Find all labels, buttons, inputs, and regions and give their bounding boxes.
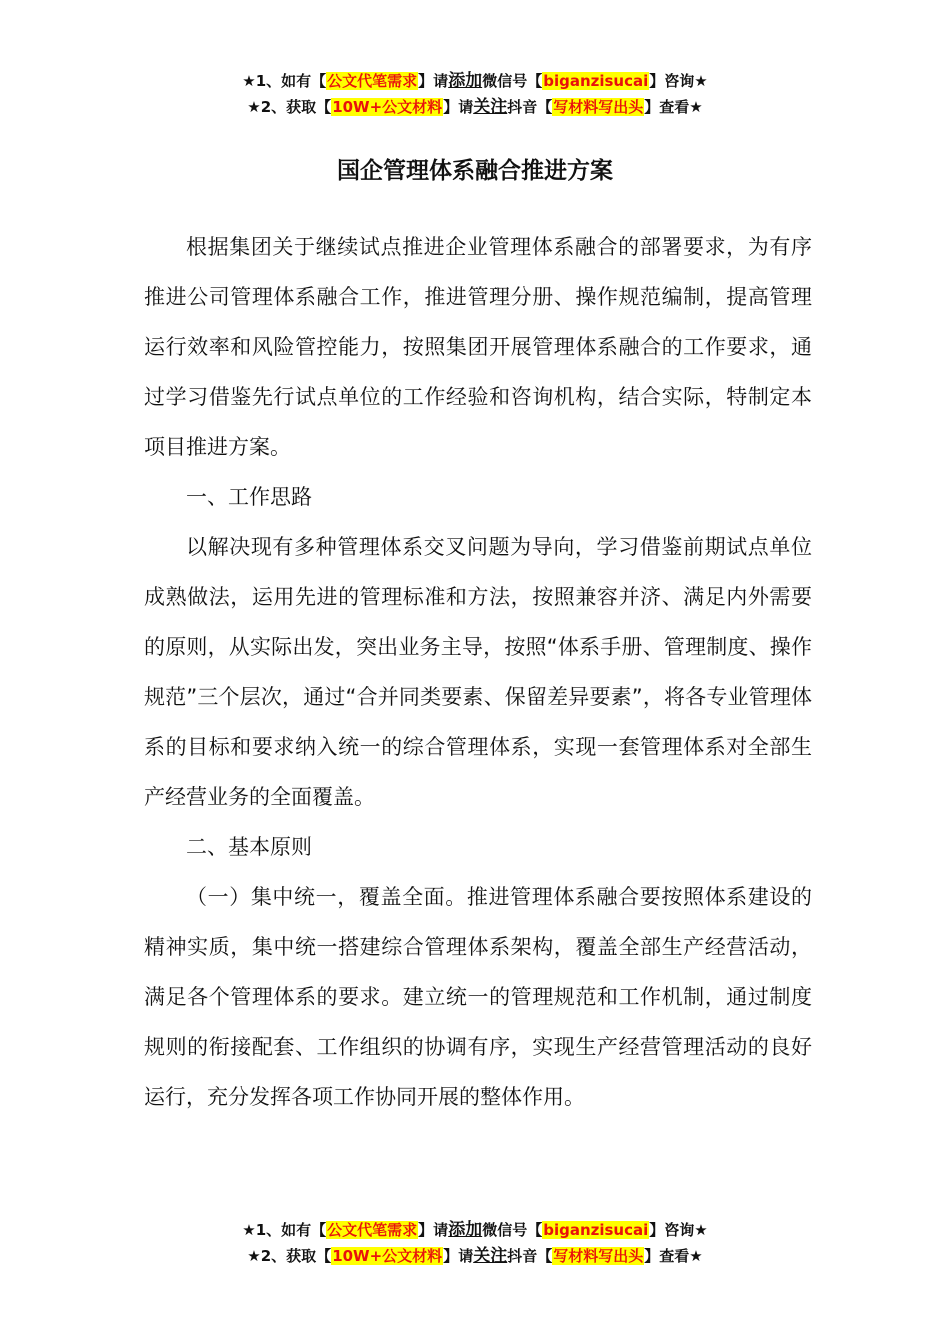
header-banner — [0, 68, 950, 120]
footer-banner — [0, 1217, 950, 1269]
highlight-douyin-id: 写材料写出头 — [553, 98, 644, 116]
highlight-materials: 10W+公文材料 — [332, 1247, 443, 1265]
banner-text: 微信号【 — [482, 1221, 543, 1239]
banner-text: 】请 — [443, 1247, 474, 1265]
banner-text: ★1、如有【 — [242, 72, 327, 90]
banner-text: 】咨询★ — [649, 72, 708, 90]
banner-text: ★2、获取【 — [247, 1247, 332, 1265]
banner-line-1 — [0, 1217, 950, 1243]
underlined-text: 添加 — [448, 71, 483, 91]
banner-text: ★1、如有【 — [242, 1221, 327, 1239]
paragraph-approach: 以解决现有多种管理体系交叉问题为导向，学习借鉴前期试点单位成熟做法，运用先进的管理标准和方法，按照兼容并济、满足内外需要的原则，从实际出发，突出业务主导，按照“体系手册、管理制度、操作规范”三个层次，通过“合并同类要素、保留差异要素”，将各专业管理体系的目标和要求纳入统一的综合管理体系，实现一套管理体系对全部生产经营业务的全面覆盖。 — [144, 535, 812, 809]
highlight-service: 公文代笔需求 — [327, 1221, 418, 1239]
underlined-text: 关注 — [473, 97, 508, 117]
banner-line-2 — [0, 94, 950, 120]
section-heading-1: 一、工作思路 — [186, 485, 312, 509]
banner-text: 】查看★ — [644, 98, 703, 116]
document-title: 国企管理体系融合推进方案 — [337, 158, 613, 184]
banner-text: 】咨询★ — [649, 1221, 708, 1239]
highlight-materials: 10W+公文材料 — [332, 98, 443, 116]
banner-text: ★2、获取【 — [247, 98, 332, 116]
banner-text: 】查看★ — [644, 1247, 703, 1265]
highlight-douyin-id: 写材料写出头 — [553, 1247, 644, 1265]
banner-line-1 — [0, 68, 950, 94]
banner-text: 】请 — [418, 1221, 449, 1239]
highlight-wechat-id: biganzisucai — [543, 1221, 649, 1239]
underlined-text: 关注 — [473, 1246, 508, 1266]
document-body — [144, 222, 812, 1122]
paragraph-principle-1: （一）集中统一，覆盖全面。推进管理体系融合要按照体系建设的精神实质，集中统一搭建综合管理体系架构，覆盖全部生产经营活动，满足各个管理体系的要求。建立统一的管理规范和工作机制，通过制度规则的衔接配套、工作组织的协调有序，实现生产经营管理活动的良好运行，充分发挥各项工作协同开展的整体作用。 — [144, 885, 812, 1109]
underlined-text: 添加 — [448, 1220, 483, 1240]
banner-text: 抖音【 — [507, 1247, 553, 1265]
section-heading-2: 二、基本原则 — [186, 835, 312, 859]
banner-text: 抖音【 — [507, 98, 553, 116]
banner-text: 】请 — [443, 98, 474, 116]
highlight-wechat-id: biganzisucai — [543, 72, 649, 90]
banner-text: 】请 — [418, 72, 449, 90]
banner-line-2 — [0, 1243, 950, 1269]
highlight-service: 公文代笔需求 — [327, 72, 418, 90]
paragraph-intro: 根据集团关于继续试点推进企业管理体系融合的部署要求，为有序推进公司管理体系融合工作，推进管理分册、操作规范编制，提高管理运行效率和风险管控能力，按照集团开展管理体系融合的工作要求，通过学习借鉴先行试点单位的工作经验和咨询机构，结合实际，特制定本项目推进方案。 — [144, 235, 812, 459]
banner-text: 微信号【 — [482, 72, 543, 90]
